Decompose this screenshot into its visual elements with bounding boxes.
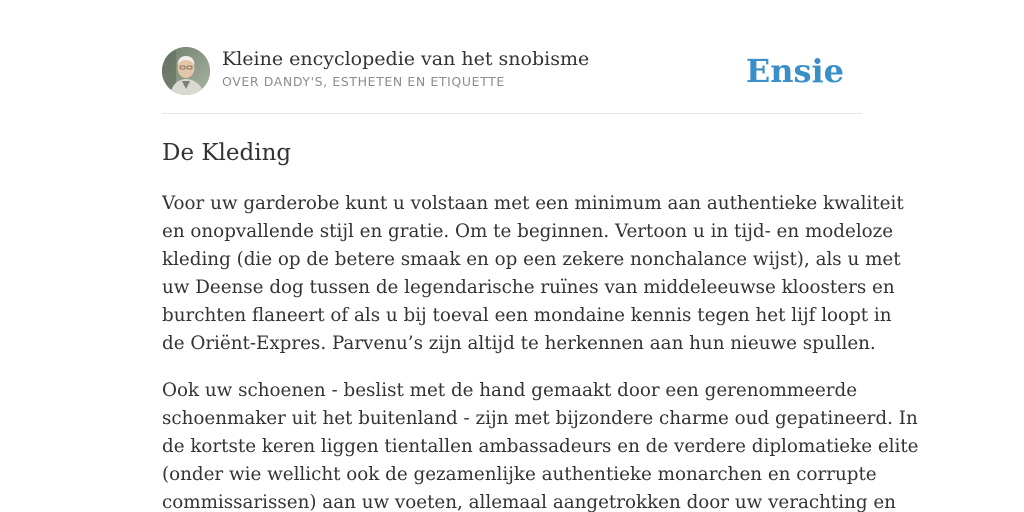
paragraph-line: Ook uw schoenen - beslist met de hand gemaakt door een gerenommeerde xyxy=(162,380,858,401)
paragraph-line: en onopvallende stijl en gratie. Om te beginnen. Vertoon u in tijd- en modeloze xyxy=(162,221,894,242)
paragraph-line: Voor uw garderobe kunt u volstaan met een minimum aan authentieke kwaliteit xyxy=(162,193,904,214)
article-title: De Kleding xyxy=(162,140,292,166)
portrait-image xyxy=(162,47,210,95)
paragraph-line: de Oriënt-Expres. Parvenu’s zijn altijd te herkennen aan hun nieuwe spullen. xyxy=(162,333,876,354)
ensie-logo-link[interactable]: Ensie xyxy=(745,52,844,90)
paragraph-line: (onder wie wellicht ook de gezamenlijke authentieke monarchen en corrupte xyxy=(162,464,877,485)
article-paragraph xyxy=(162,377,919,512)
paragraph-line: schoenmaker uit het buitenland - zijn met bijzondere charme oud gepatineerd. In xyxy=(162,408,918,429)
article-paragraph xyxy=(162,190,904,358)
paragraph-line: uw Deense dog tussen de legendarische ruïnes van middeleeuwse kloosters en xyxy=(162,277,895,298)
article xyxy=(162,136,919,512)
paragraph-line: burchten flaneert of als u bij toeval een mondaine kennis tegen het lijf loopt in xyxy=(162,305,892,326)
paragraph-line: commissarissen) aan uw voeten, allemaal aangetrokken door uw verachting en xyxy=(162,492,896,512)
header-divider xyxy=(162,113,862,114)
site-title[interactable]: Kleine encyclopedie van het snobisme xyxy=(222,48,590,70)
site-header xyxy=(162,47,862,95)
author-avatar[interactable] xyxy=(162,47,210,95)
paragraph-line: de kortste keren liggen tientallen ambassadeurs en de verdere diplomatieke elite xyxy=(162,436,919,457)
site-subtitle: OVER DANDY'S, ESTHETEN EN ETIQUETTE xyxy=(222,74,505,89)
paragraph-line: kleding (die op de betere smaak en op een zekere nonchalance wijst), als u met xyxy=(162,249,901,270)
